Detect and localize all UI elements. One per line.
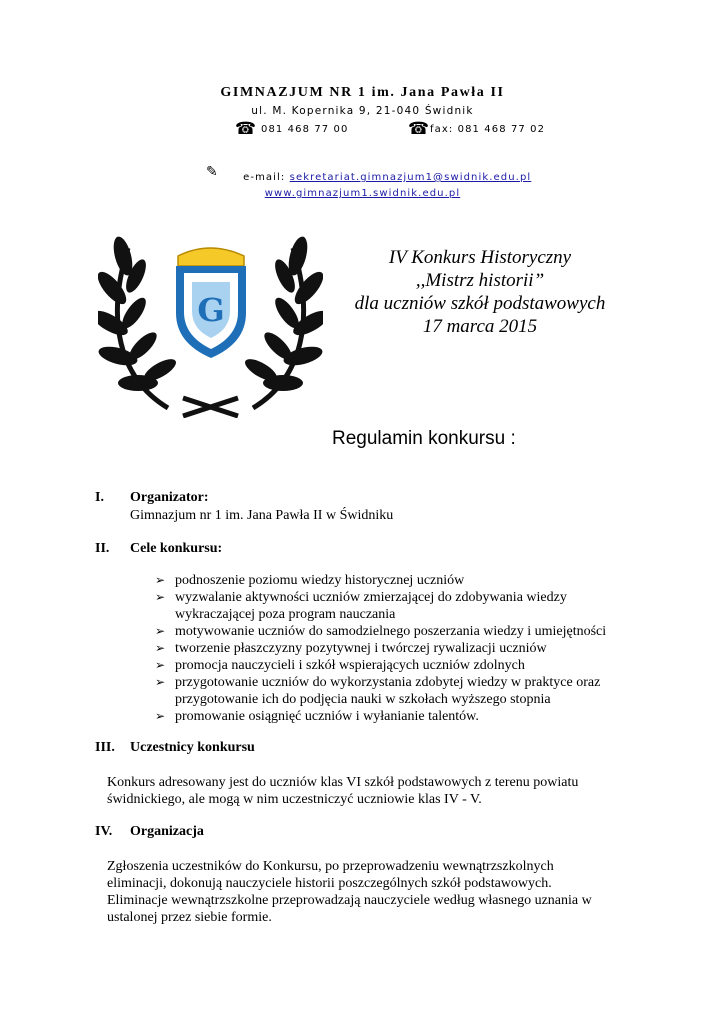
school-logo (98, 218, 323, 418)
section-4-line-2: eliminacji, dokonują nauczyciele historii poszczególnych szkół podstawowych. (107, 876, 552, 891)
website-line (0, 188, 725, 199)
phone-icon: ☎ (235, 119, 258, 139)
arrow-bullet-icon: ➢ (155, 641, 166, 655)
section-4-number: IV. (95, 824, 113, 839)
school-address: ul. M. Kopernika 9, 21-040 Świdnik (251, 105, 474, 117)
section-4-line-3: Eliminacje wewnątrzszkolne przeprowadzają nauczyciele według własnego uznania w (107, 893, 592, 908)
list-item: ➢ przygotowanie uczniów do wykorzystania zdobytej wiedzy w praktyce oraz przygotowanie ich do podjęcia nauki w szkołach wyższego stopnia (155, 675, 601, 707)
email-line (206, 164, 532, 184)
email-link[interactable]: sekretariat.gimnazjum1@swidnik.edu.pl (289, 172, 532, 183)
section-4-title: Organizacja (130, 824, 204, 839)
emblem-letter: G (197, 291, 225, 329)
title-line-1: IV Konkurs Historyczny (388, 247, 572, 268)
list-item: ➢ promocja nauczycieli i szkół wspierających uczniów zdolnych (155, 658, 525, 673)
goals-list (155, 572, 635, 725)
list-item: ➢ tworzenie płaszczyzny pozytywnej i twórczej rywalizacji uczniów (155, 641, 547, 656)
section-4-line-1: Zgłoszenia uczestników do Konkursu, po przeprowadzeniu wewnątrzszkolnych (107, 859, 554, 874)
regulamin-heading: Regulamin konkursu : (332, 428, 516, 449)
title-line-3: dla uczniów szkół podstawowych (354, 293, 606, 314)
list-item: ➢ motywowanie uczniów do samodzielnego poszerzania wiedzy i umiejętności (155, 624, 607, 639)
fax-number: fax: 081 468 77 02 (430, 124, 546, 135)
title-line-4: 17 marca 2015 (422, 316, 538, 337)
section-1-text: Gimnazjum nr 1 im. Jana Pawła II w Świdniku (130, 508, 394, 523)
section-1-number: I. (95, 490, 104, 505)
section-2-number: II. (95, 541, 110, 556)
contest-title (330, 246, 630, 338)
website-link[interactable]: www.gimnazjum1.swidnik.edu.pl (264, 188, 461, 199)
title-line-2: ,,Mistrz historii” (415, 270, 545, 291)
arrow-bullet-icon: ➢ (155, 709, 166, 723)
pen-icon: ✎ (206, 164, 219, 180)
school-name: GIMNAZJUM NR 1 im. Jana Pawła II (220, 85, 505, 100)
arrow-bullet-icon: ➢ (155, 658, 166, 672)
list-item: ➢ promowanie osiągnięć uczniów i wyłanianie talentów. (155, 709, 479, 724)
email-label: e-mail: (243, 172, 286, 183)
section-3-number: III. (95, 740, 115, 755)
list-item: ➢ wyzwalanie aktywności uczniów zmierzającej do zdobywania wiedzy wykraczającej poza program nauczania (155, 590, 567, 622)
arrow-bullet-icon: ➢ (155, 624, 166, 638)
arrow-bullet-icon: ➢ (155, 573, 166, 587)
school-emblem-icon (176, 248, 246, 358)
arrow-bullet-icon: ➢ (155, 675, 166, 689)
section-2-title: Cele konkursu: (130, 541, 223, 556)
section-3-line-1: Konkurs adresowany jest do uczniów klas VI szkół podstawowych z terenu powiatu (107, 775, 579, 790)
section-1-title: Organizator: (130, 490, 209, 505)
phone-number: 081 468 77 00 (261, 124, 349, 135)
section-4-line-4: ustalonej przez siebie formie. (107, 910, 272, 925)
section-3-title: Uczestnicy konkursu (130, 740, 255, 755)
arrow-bullet-icon: ➢ (155, 590, 166, 604)
section-3-line-2: świdnickiego, ale mogą w nim uczestniczyć uczniowie klas IV - V. (107, 792, 482, 807)
fax-icon: ☎ (408, 119, 431, 139)
list-item: ➢ podnoszenie poziomu wiedzy historycznej uczniów (155, 573, 465, 588)
